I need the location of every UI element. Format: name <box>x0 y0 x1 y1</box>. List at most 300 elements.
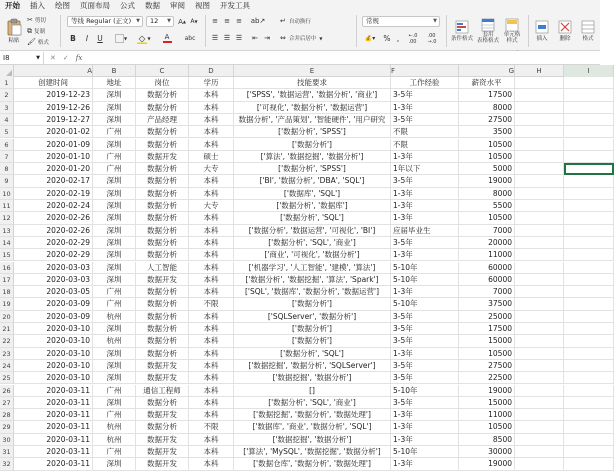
cell-e15[interactable]: ['商业', '可视化', '数据分析'] <box>234 249 391 261</box>
format-painter-button[interactable] <box>27 37 49 47</box>
cell-d28[interactable]: 本科 <box>189 409 234 421</box>
cell-g19[interactable]: 37500 <box>459 298 515 310</box>
cell-i9[interactable] <box>564 175 614 187</box>
cell-i27[interactable] <box>564 397 614 409</box>
cell-e31[interactable]: ['算法', 'MySQL', '数据挖掘', '数据分析'] <box>234 446 391 458</box>
cell-e5[interactable]: ['数据分析', 'SPSS'] <box>234 126 391 138</box>
row-header[interactable]: 20 <box>0 311 14 323</box>
cell-a10[interactable]: 2020-02-19 <box>14 188 93 200</box>
cell-e26[interactable]: [] <box>234 385 391 397</box>
row-header[interactable]: 25 <box>0 372 14 384</box>
cell-b2[interactable]: 深圳 <box>93 89 136 101</box>
row-header[interactable]: 27 <box>0 397 14 409</box>
row-header[interactable]: 21 <box>0 323 14 335</box>
row-header[interactable]: 19 <box>0 298 14 310</box>
column-header-a[interactable]: A <box>14 65 93 77</box>
cell-f24[interactable]: 3-5年 <box>391 360 459 372</box>
cell-a31[interactable]: 2020-03-11 <box>14 446 93 458</box>
cell-f25[interactable]: 3-5年 <box>391 372 459 384</box>
cell-d7[interactable]: 硕士 <box>189 151 234 163</box>
align-bottom-button[interactable] <box>234 16 244 26</box>
cell-h5[interactable] <box>515 126 564 138</box>
cell-i4[interactable] <box>564 114 614 126</box>
cell-b8[interactable]: 广州 <box>93 163 136 175</box>
cell-e21[interactable]: ['数据分析'] <box>234 323 391 335</box>
cell-d5[interactable]: 本科 <box>189 126 234 138</box>
cell-b13[interactable]: 深圳 <box>93 225 136 237</box>
cell-e9[interactable]: ['BI', '数据分析', 'DBA', 'SQL'] <box>234 175 391 187</box>
cell-h8[interactable] <box>515 163 564 175</box>
cell-b26[interactable]: 广州 <box>93 385 136 397</box>
font-color-button[interactable] <box>158 33 176 44</box>
cell-a18[interactable]: 2020-03-05 <box>14 286 93 298</box>
cell-b31[interactable]: 广州 <box>93 446 136 458</box>
cell-h6[interactable] <box>515 139 564 151</box>
cell-b23[interactable]: 深圳 <box>93 348 136 360</box>
cell-c11[interactable]: 数据分析 <box>136 200 189 212</box>
underline-button[interactable]: U <box>97 34 103 43</box>
cell-e12[interactable]: ['数据分析', 'SQL'] <box>234 212 391 224</box>
cell-h25[interactable] <box>515 372 564 384</box>
cell-c25[interactable]: 数据开发 <box>136 372 189 384</box>
row-header[interactable]: 4 <box>0 114 14 126</box>
tab-formulas[interactable]: 公式 <box>120 1 135 10</box>
cell-c6[interactable]: 数据分析 <box>136 139 189 151</box>
cell-b1[interactable]: 地址 <box>93 77 136 89</box>
cell-c31[interactable]: 数据开发 <box>136 446 189 458</box>
cell-e24[interactable]: ['数据挖掘', '数据分析', 'SQLServer'] <box>234 360 391 372</box>
cell-d16[interactable]: 本科 <box>189 262 234 274</box>
cell-d8[interactable]: 大专 <box>189 163 234 175</box>
cell-b19[interactable]: 广州 <box>93 298 136 310</box>
cell-b10[interactable]: 深圳 <box>93 188 136 200</box>
cell-h31[interactable] <box>515 446 564 458</box>
cell-c7[interactable]: 数据开发 <box>136 151 189 163</box>
cell-h18[interactable] <box>515 286 564 298</box>
cell-i29[interactable] <box>564 421 614 433</box>
cell-f1[interactable]: 工作经验 <box>391 77 459 89</box>
cell-g26[interactable]: 19000 <box>459 385 515 397</box>
cell-f18[interactable]: 1-3年 <box>391 286 459 298</box>
cell-d26[interactable]: 本科 <box>189 385 234 397</box>
cell-c1[interactable]: 岗位 <box>136 77 189 89</box>
cell-b21[interactable]: 深圳 <box>93 323 136 335</box>
cell-i30[interactable] <box>564 434 614 446</box>
row-header[interactable]: 15 <box>0 249 14 261</box>
cell-c9[interactable]: 数据分析 <box>136 175 189 187</box>
cell-i32[interactable] <box>564 458 614 470</box>
cell-i10[interactable] <box>564 188 614 200</box>
cell-i28[interactable] <box>564 409 614 421</box>
increase-decimal-button[interactable] <box>405 33 421 44</box>
cell-h14[interactable] <box>515 237 564 249</box>
cell-f13[interactable]: 应届毕业生 <box>391 225 459 237</box>
cell-h10[interactable] <box>515 188 564 200</box>
cancel-icon[interactable]: ✕ <box>50 53 56 62</box>
cell-f8[interactable]: 1年以下 <box>391 163 459 175</box>
bold-button[interactable]: B <box>70 34 76 43</box>
row-header[interactable]: 10 <box>0 188 14 200</box>
column-header-h[interactable]: H <box>515 65 564 77</box>
cell-c26[interactable]: 通信工程师 <box>136 385 189 397</box>
cell-i26[interactable] <box>564 385 614 397</box>
cell-c12[interactable]: 数据分析 <box>136 212 189 224</box>
cell-a17[interactable]: 2020-03-03 <box>14 274 93 286</box>
cell-h9[interactable] <box>515 175 564 187</box>
cell-e17[interactable]: ['数据分析', '数据挖掘', '算法', 'Spark'] <box>234 274 391 286</box>
increase-indent-button[interactable] <box>262 33 272 43</box>
cell-h29[interactable] <box>515 421 564 433</box>
cell-g18[interactable]: 7000 <box>459 286 515 298</box>
cell-f6[interactable]: 不限 <box>391 139 459 151</box>
cell-a20[interactable]: 2020-03-09 <box>14 311 93 323</box>
cell-h23[interactable] <box>515 348 564 360</box>
cell-a9[interactable]: 2020-02-17 <box>14 175 93 187</box>
cell-a15[interactable]: 2020-02-29 <box>14 249 93 261</box>
cell-b3[interactable]: 深圳 <box>93 102 136 114</box>
cell-d2[interactable]: 本科 <box>189 89 234 101</box>
conditional-formatting-button[interactable] <box>448 14 476 48</box>
cell-a22[interactable]: 2020-03-10 <box>14 335 93 347</box>
cell-g6[interactable]: 10500 <box>459 139 515 151</box>
column-header-f[interactable]: F <box>391 65 459 77</box>
cell-a1[interactable]: 创建时间 <box>14 77 93 89</box>
row-header[interactable]: 22 <box>0 335 14 347</box>
cell-d30[interactable]: 本科 <box>189 434 234 446</box>
tab-developer[interactable]: 开发工具 <box>220 1 250 10</box>
italic-button[interactable]: I <box>85 34 89 43</box>
insert-cells-button[interactable] <box>532 14 552 48</box>
cell-c32[interactable]: 数据开发 <box>136 458 189 470</box>
cell-g27[interactable]: 15000 <box>459 397 515 409</box>
cell-c21[interactable]: 数据分析 <box>136 323 189 335</box>
orientation-button[interactable] <box>250 16 266 26</box>
cell-f29[interactable]: 1-3年 <box>391 421 459 433</box>
percent-button[interactable]: % <box>383 34 391 43</box>
name-box[interactable] <box>0 52 44 64</box>
cell-b6[interactable]: 深圳 <box>93 139 136 151</box>
cell-g4[interactable]: 27500 <box>459 114 515 126</box>
cell-d14[interactable]: 本科 <box>189 237 234 249</box>
align-top-button[interactable] <box>210 16 220 26</box>
cell-c18[interactable]: 数据分析 <box>136 286 189 298</box>
row-header[interactable]: 16 <box>0 262 14 274</box>
cell-h11[interactable] <box>515 200 564 212</box>
row-header[interactable]: 11 <box>0 200 14 212</box>
cell-e13[interactable]: ['数据分析', '数据运营', '可视化', 'BI'] <box>234 225 391 237</box>
cell-c22[interactable]: 数据分析 <box>136 335 189 347</box>
cell-c10[interactable]: 数据分析 <box>136 188 189 200</box>
cell-i22[interactable] <box>564 335 614 347</box>
cell-f16[interactable]: 5-10年 <box>391 262 459 274</box>
cell-a32[interactable]: 2020-03-11 <box>14 458 93 470</box>
cell-i18[interactable] <box>564 286 614 298</box>
row-header[interactable]: 26 <box>0 385 14 397</box>
cell-e1[interactable]: 技能要求 <box>234 77 391 89</box>
cell-h21[interactable] <box>515 323 564 335</box>
cell-b32[interactable]: 深圳 <box>93 458 136 470</box>
column-header-d[interactable]: D <box>189 65 234 77</box>
column-header-b[interactable]: B <box>93 65 136 77</box>
cell-c3[interactable]: 数据分析 <box>136 102 189 114</box>
cell-f14[interactable]: 3-5年 <box>391 237 459 249</box>
cell-i5[interactable] <box>564 126 614 138</box>
cell-f7[interactable]: 1-3年 <box>391 151 459 163</box>
cell-h3[interactable] <box>515 102 564 114</box>
cell-e3[interactable]: ['可视化', '数据分析', '数据运营'] <box>234 102 391 114</box>
cell-a5[interactable]: 2020-01-02 <box>14 126 93 138</box>
cell-a3[interactable]: 2019-12-26 <box>14 102 93 114</box>
cell-h2[interactable] <box>515 89 564 101</box>
cell-d21[interactable]: 本科 <box>189 323 234 335</box>
cell-d25[interactable]: 本科 <box>189 372 234 384</box>
cell-a7[interactable]: 2020-01-10 <box>14 151 93 163</box>
cell-b14[interactable]: 深圳 <box>93 237 136 249</box>
currency-button[interactable] <box>362 33 378 44</box>
cell-i6[interactable] <box>564 139 614 151</box>
cell-f12[interactable]: 1-3年 <box>391 212 459 224</box>
cell-i31[interactable] <box>564 446 614 458</box>
cell-g25[interactable]: 22500 <box>459 372 515 384</box>
cell-h15[interactable] <box>515 249 564 261</box>
cell-a14[interactable]: 2020-02-29 <box>14 237 93 249</box>
cell-c14[interactable]: 数据分析 <box>136 237 189 249</box>
cell-f3[interactable]: 1-3年 <box>391 102 459 114</box>
cell-i24[interactable] <box>564 360 614 372</box>
cell-g31[interactable]: 30000 <box>459 446 515 458</box>
select-all-button[interactable] <box>0 65 14 77</box>
cell-f20[interactable]: 3-5年 <box>391 311 459 323</box>
cell-i23[interactable] <box>564 348 614 360</box>
cut-button[interactable] <box>27 15 46 25</box>
cell-g16[interactable]: 60000 <box>459 262 515 274</box>
cell-e28[interactable]: ['数据挖掘', '数据分析', '数据处理'] <box>234 409 391 421</box>
cell-c2[interactable]: 数据分析 <box>136 89 189 101</box>
row-header[interactable]: 6 <box>0 139 14 151</box>
copy-button[interactable] <box>27 26 45 36</box>
cell-f32[interactable]: 1-3年 <box>391 458 459 470</box>
cell-f21[interactable]: 3-5年 <box>391 323 459 335</box>
cell-e8[interactable]: ['数据分析', 'SPSS'] <box>234 163 391 175</box>
cell-f17[interactable]: 5-10年 <box>391 274 459 286</box>
cell-a23[interactable]: 2020-03-10 <box>14 348 93 360</box>
cell-h20[interactable] <box>515 311 564 323</box>
tab-draw[interactable]: 绘图 <box>55 1 70 10</box>
cell-i20[interactable] <box>564 311 614 323</box>
cell-a27[interactable]: 2020-03-11 <box>14 397 93 409</box>
cell-e27[interactable]: ['数据分析', 'SQL', '商业'] <box>234 397 391 409</box>
cell-d29[interactable]: 不限 <box>189 421 234 433</box>
cell-g7[interactable]: 10500 <box>459 151 515 163</box>
cell-c15[interactable]: 数据分析 <box>136 249 189 261</box>
cell-a16[interactable]: 2020-03-03 <box>14 262 93 274</box>
cell-i21[interactable] <box>564 323 614 335</box>
cell-g28[interactable]: 11000 <box>459 409 515 421</box>
cell-c4[interactable]: 产品经理 <box>136 114 189 126</box>
cell-g8[interactable]: 5000 <box>459 163 515 175</box>
cell-b22[interactable]: 杭州 <box>93 335 136 347</box>
row-header[interactable]: 8 <box>0 163 14 175</box>
cell-a2[interactable]: 2019-12-23 <box>14 89 93 101</box>
cell-e14[interactable]: ['数据分析', 'SQL', '商业'] <box>234 237 391 249</box>
cell-d23[interactable]: 本科 <box>189 348 234 360</box>
cell-g30[interactable]: 8500 <box>459 434 515 446</box>
cell-c16[interactable]: 人工智能 <box>136 262 189 274</box>
cell-b5[interactable]: 广州 <box>93 126 136 138</box>
cell-styles-button[interactable] <box>501 14 523 48</box>
row-header[interactable]: 29 <box>0 421 14 433</box>
cell-a4[interactable]: 2019-12-27 <box>14 114 93 126</box>
cell-e2[interactable]: ['SPSS', '数据运营', '数据分析', '商业'] <box>234 89 391 101</box>
decrease-decimal-button[interactable] <box>424 33 440 44</box>
font-size-select[interactable] <box>146 16 174 27</box>
row-header[interactable]: 7 <box>0 151 14 163</box>
cell-g10[interactable]: 8000 <box>459 188 515 200</box>
cell-i15[interactable] <box>564 249 614 261</box>
cell-g11[interactable]: 5500 <box>459 200 515 212</box>
row-header[interactable]: 17 <box>0 274 14 286</box>
cell-i7[interactable] <box>564 151 614 163</box>
row-header[interactable]: 24 <box>0 360 14 372</box>
cell-h1[interactable] <box>515 77 564 89</box>
confirm-icon[interactable]: ✓ <box>62 53 69 62</box>
paste-button[interactable] <box>2 14 26 48</box>
align-right-button[interactable] <box>234 33 244 43</box>
cell-h7[interactable] <box>515 151 564 163</box>
row-header[interactable]: 18 <box>0 286 14 298</box>
cell-b15[interactable]: 深圳 <box>93 249 136 261</box>
cell-i3[interactable] <box>564 102 614 114</box>
cell-c19[interactable]: 数据分析 <box>136 298 189 310</box>
format-as-table-button[interactable] <box>476 14 500 48</box>
tab-data[interactable]: 数据 <box>145 1 160 10</box>
cell-d15[interactable]: 本科 <box>189 249 234 261</box>
cell-c17[interactable]: 数据开发 <box>136 274 189 286</box>
cell-b4[interactable]: 深圳 <box>93 114 136 126</box>
cell-a21[interactable]: 2020-03-10 <box>14 323 93 335</box>
cell-f15[interactable]: 1-3年 <box>391 249 459 261</box>
cell-e30[interactable]: ['数据挖掘', '数据分析'] <box>234 434 391 446</box>
row-header[interactable]: 2 <box>0 89 14 101</box>
cell-f30[interactable]: 1-3年 <box>391 434 459 446</box>
row-header[interactable]: 28 <box>0 409 14 421</box>
row-header[interactable]: 3 <box>0 102 14 114</box>
cell-d12[interactable]: 本科 <box>189 212 234 224</box>
cell-f27[interactable]: 3-5年 <box>391 397 459 409</box>
cell-b27[interactable]: 深圳 <box>93 397 136 409</box>
cell-f31[interactable]: 5-10年 <box>391 446 459 458</box>
align-middle-button[interactable] <box>222 16 232 26</box>
cell-c13[interactable]: 数据分析 <box>136 225 189 237</box>
cell-d31[interactable]: 本科 <box>189 446 234 458</box>
cell-h24[interactable] <box>515 360 564 372</box>
row-header[interactable]: 31 <box>0 446 14 458</box>
cell-d19[interactable]: 不限 <box>189 298 234 310</box>
cell-a30[interactable]: 2020-03-11 <box>14 434 93 446</box>
fx-icon[interactable]: fx <box>75 53 83 62</box>
cell-f9[interactable]: 3-5年 <box>391 175 459 187</box>
cell-g5[interactable]: 3500 <box>459 126 515 138</box>
cell-f23[interactable]: 1-3年 <box>391 348 459 360</box>
cell-h16[interactable] <box>515 262 564 274</box>
row-header[interactable]: 13 <box>0 225 14 237</box>
cell-h19[interactable] <box>515 298 564 310</box>
align-center-button[interactable] <box>222 33 232 43</box>
cell-d10[interactable]: 本科 <box>189 188 234 200</box>
cell-a12[interactable]: 2020-02-26 <box>14 212 93 224</box>
cell-b18[interactable]: 广州 <box>93 286 136 298</box>
grow-font-button[interactable]: A ▲ <box>178 17 186 26</box>
tab-home[interactable]: 开始 <box>0 0 25 12</box>
cell-g1[interactable]: 薪资水平 <box>459 77 515 89</box>
cell-c29[interactable]: 数据分析 <box>136 421 189 433</box>
tab-page-layout[interactable]: 页面布局 <box>80 1 110 10</box>
row-header[interactable]: 32 <box>0 458 14 470</box>
row-header[interactable]: 14 <box>0 237 14 249</box>
cell-a24[interactable]: 2020-03-10 <box>14 360 93 372</box>
cell-g13[interactable]: 7000 <box>459 225 515 237</box>
cell-g24[interactable]: 27500 <box>459 360 515 372</box>
cell-h4[interactable] <box>515 114 564 126</box>
cell-d6[interactable]: 本科 <box>189 139 234 151</box>
tab-insert[interactable]: 插入 <box>30 1 45 10</box>
cell-h32[interactable] <box>515 458 564 470</box>
cell-a29[interactable]: 2020-03-11 <box>14 421 93 433</box>
column-header-g[interactable]: G <box>459 65 515 77</box>
cell-e20[interactable]: ['SQLServer', '数据分析'] <box>234 311 391 323</box>
cell-a11[interactable]: 2020-02-24 <box>14 200 93 212</box>
cell-i19[interactable] <box>564 298 614 310</box>
row-header[interactable]: 12 <box>0 212 14 224</box>
column-header-e[interactable]: E <box>234 65 391 77</box>
cell-f10[interactable]: 1-3年 <box>391 188 459 200</box>
format-cells-button[interactable] <box>578 14 598 48</box>
cell-a19[interactable]: 2020-03-09 <box>14 298 93 310</box>
cell-b16[interactable]: 深圳 <box>93 262 136 274</box>
cell-i17[interactable] <box>564 274 614 286</box>
cell-e19[interactable]: ['数据分析'] <box>234 298 391 310</box>
cell-i16[interactable] <box>564 262 614 274</box>
cell-h27[interactable] <box>515 397 564 409</box>
cell-g20[interactable]: 25000 <box>459 311 515 323</box>
align-left-button[interactable] <box>210 33 220 43</box>
cell-b29[interactable]: 杭州 <box>93 421 136 433</box>
cell-a28[interactable]: 2020-03-11 <box>14 409 93 421</box>
cell-e4[interactable]: 数据分析', '产品策划', '智能硬件', '用户研究 <box>234 114 391 126</box>
cell-e7[interactable]: ['算法', '数据挖掘', '数据分析'] <box>234 151 391 163</box>
cell-g17[interactable]: 60000 <box>459 274 515 286</box>
cell-b20[interactable]: 杭州 <box>93 311 136 323</box>
cell-c23[interactable]: 数据分析 <box>136 348 189 360</box>
number-format-select[interactable] <box>362 16 440 27</box>
cell-g12[interactable]: 10500 <box>459 212 515 224</box>
cell-b9[interactable]: 深圳 <box>93 175 136 187</box>
cell-f5[interactable]: 不限 <box>391 126 459 138</box>
tab-view[interactable]: 视图 <box>195 1 210 10</box>
cell-g29[interactable]: 10500 <box>459 421 515 433</box>
cell-g21[interactable]: 17500 <box>459 323 515 335</box>
cell-d32[interactable]: 本科 <box>189 458 234 470</box>
row-header[interactable]: 9 <box>0 175 14 187</box>
cell-a25[interactable]: 2020-03-10 <box>14 372 93 384</box>
cell-d17[interactable]: 本科 <box>189 274 234 286</box>
cell-g15[interactable]: 11000 <box>459 249 515 261</box>
cell-c20[interactable]: 数据分析 <box>136 311 189 323</box>
cell-e22[interactable]: ['数据分析'] <box>234 335 391 347</box>
cell-e10[interactable]: ['数据库', 'SQL'] <box>234 188 391 200</box>
cell-g3[interactable]: 8000 <box>459 102 515 114</box>
merge-center-button[interactable]: ⇔ 合并后居中 ▼ <box>280 34 323 42</box>
